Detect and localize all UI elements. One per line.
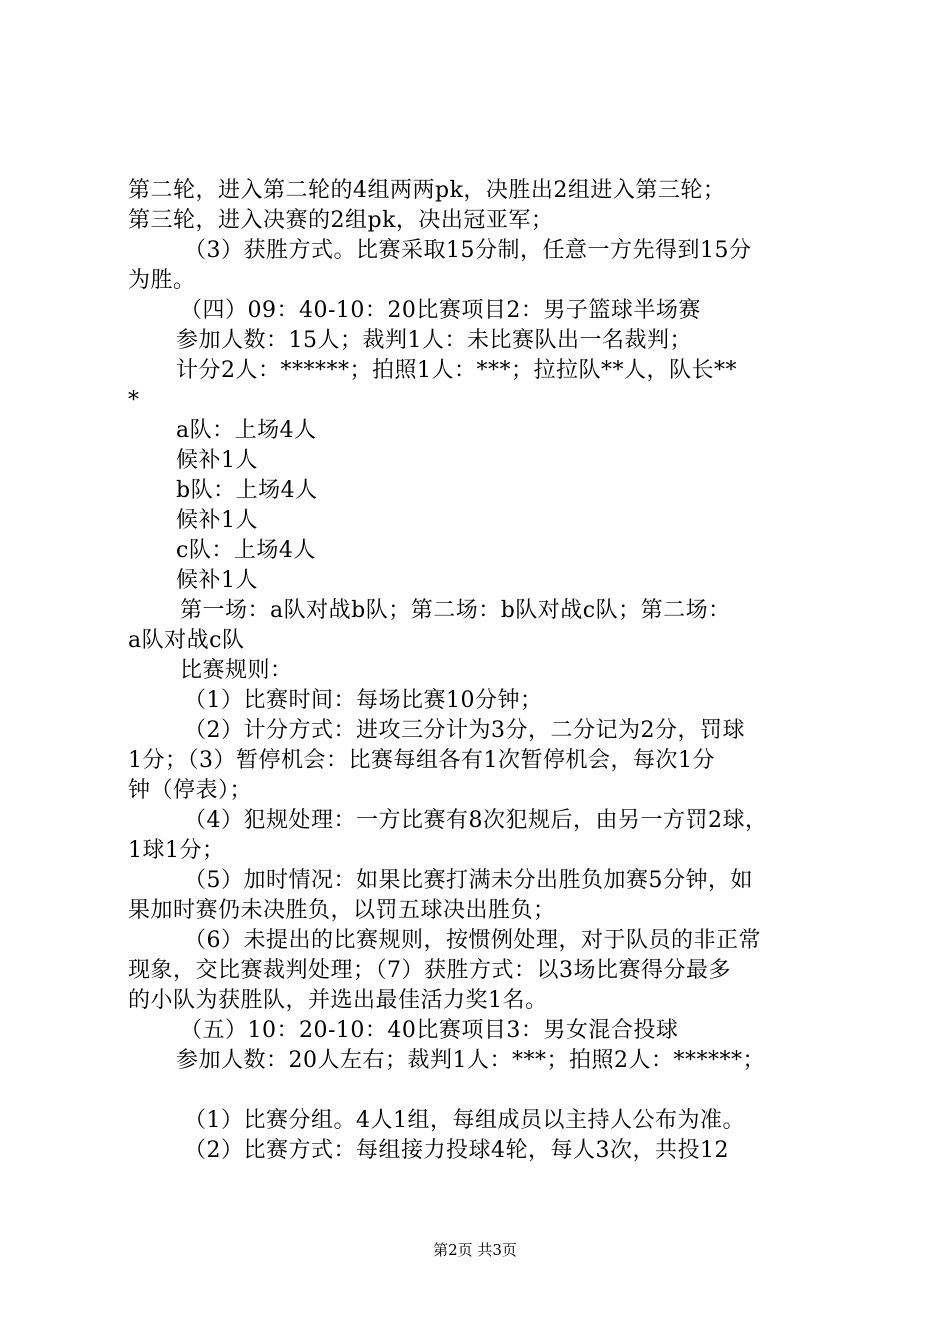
text-line: （2）比赛方式：每组接力投球4轮，每人3次，共投12 [184,1138,729,1163]
text-line: 现象，交比赛裁判处理；（7）获胜方式：以3场比赛得分最多 [128,958,731,983]
text-line: 为胜。 [128,268,196,293]
text-line: （4）犯规处理：一方比赛有8次犯规后，由另一方罚2球， [184,808,768,833]
page-footer: 第2页 共3页 [433,1241,517,1259]
section-heading: （四）09：40-10：20比赛项目2：男子篮球半场赛 [180,298,701,323]
text-line: a队：上场4人 [176,418,317,443]
text-line: 1分；（3）暂停机会：比赛每组各有1次暂停机会，每次1分 [128,748,715,773]
text-line: 果加时赛仍未决胜负，以罚五球决出胜负； [128,898,556,923]
text-line: （1）比赛分组。4人1组，每组成员以主持人公布为准。 [184,1108,745,1133]
text-line: b队：上场4人 [176,478,318,503]
text-line: （5）加时情况：如果比赛打满未分出胜负加赛5分钟，如 [184,868,753,893]
text-line: （3）获胜方式。比赛采取15分制，任意一方先得到15分 [184,238,752,263]
text-line: 参加人数：20人左右；裁判1人：***；拍照2人：******； [176,1048,765,1073]
text-line: （6）未提出的比赛规则，按惯例处理，对于队员的非正常 [184,928,761,953]
text-line: 的小队为获胜队，并选出最佳活力奖1名。 [128,988,548,1013]
text-line: （2）计分方式：进攻三分计为3分，二分记为2分，罚球 [184,718,745,743]
text-line: 第一场：a队对战b队；第二场：b队对战c队；第二场： [180,598,731,623]
document-body [128,176,838,1166]
text-line: * [128,388,140,413]
text-line: 候补1人 [176,508,258,533]
section-heading: （五）10：20-10：40比赛项目3：男女混合投球 [180,1018,679,1043]
text-line: 参加人数：15人；裁判1人：未比赛队出一名裁判； [176,328,692,353]
blank-line [128,1076,838,1106]
text-line: 候补1人 [176,448,258,473]
text-line: 第二轮，进入第二轮的4组两两pk，决胜出2组进入第三轮； [128,178,726,203]
text-line: 比赛规则： [180,658,293,683]
text-line: 候补1人 [176,568,258,593]
text-line: 1球1分； [128,838,225,863]
text-line: 第三轮，进入决赛的2组pk，决出冠亚军； [128,208,554,233]
text-line: c队：上场4人 [176,538,316,563]
text-line: a队对战c队 [128,628,245,653]
text-line: 计分2人：******；拍照1人：***；拉拉队**人，队长** [176,358,737,383]
text-line: （1）比赛时间：每场比赛10分钟； [184,688,543,713]
text-line: 钟（停表）； [128,778,253,803]
